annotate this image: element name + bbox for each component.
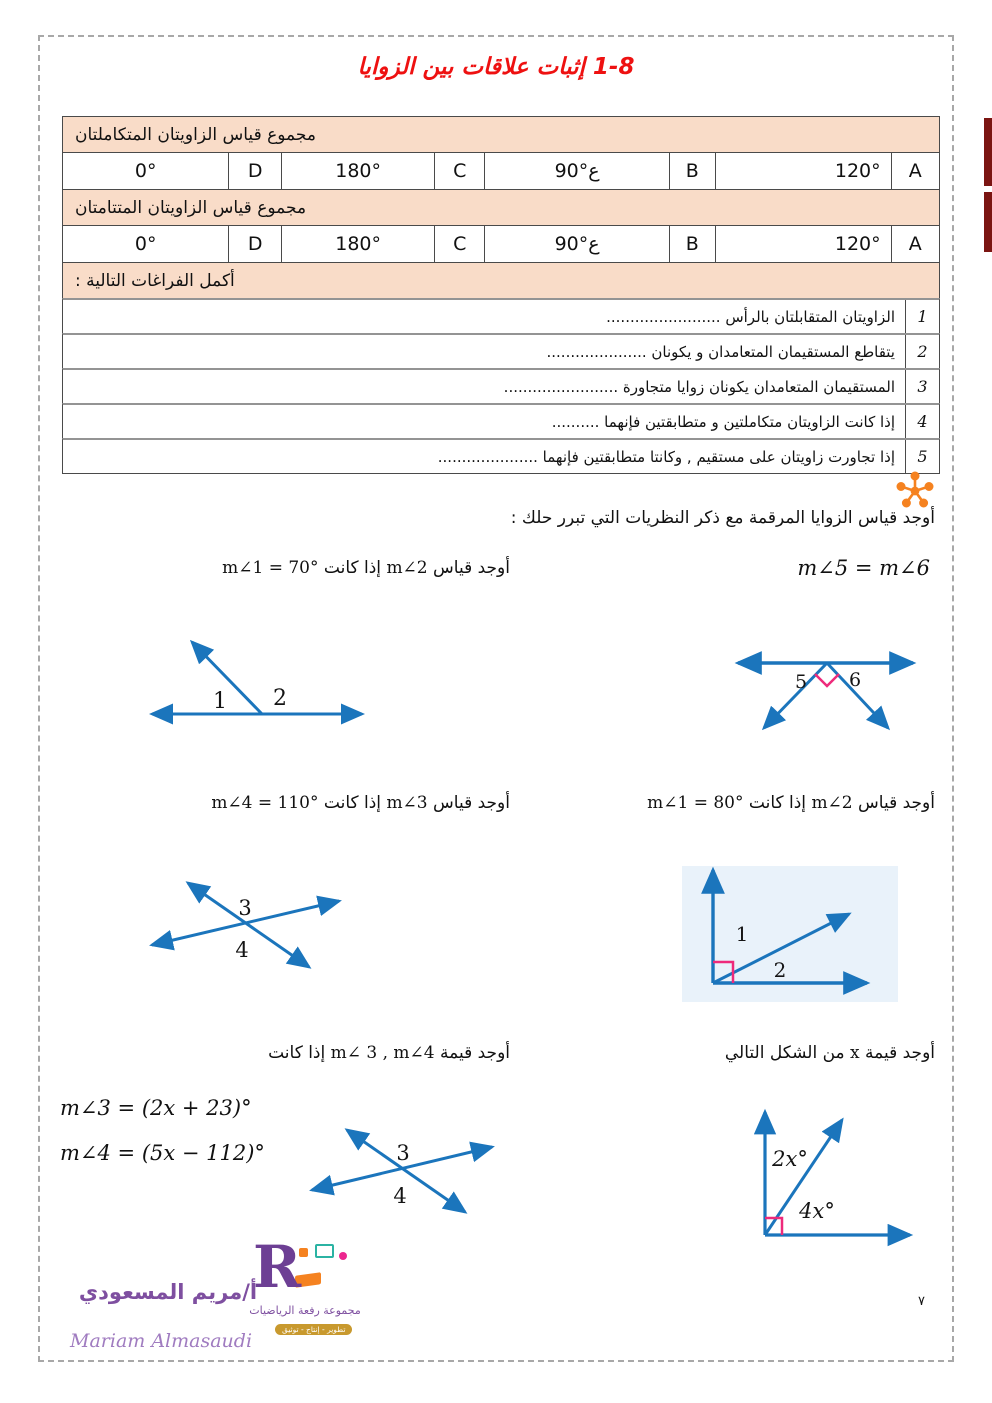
angle-label: 6 [848,669,862,691]
angle-label: 5 [794,671,808,693]
problem-3-left-statement: أوجد قيمة m∠ 3 , m∠4 إذا كانت [268,1043,510,1063]
cell-letter: C [435,153,485,189]
supplementary-row [62,152,940,190]
cell-letter: D [229,153,282,189]
angle-label: 2 [773,958,787,982]
page-title: 1-8 إثبات علاقات بين الزوايا [357,54,635,80]
cell-letter: C [435,226,485,262]
problem-1-right-statement: m∠5 = m∠6 [797,556,930,580]
row-text: إذا تجاورت زاويتان على مستقيم , وكانتا متطابقتين فإنهما ..................... [437,447,895,466]
given-equation-1: m∠3 = (2x + 23)° [60,1096,252,1120]
cell-value: 90°ع [485,153,670,189]
row-number: 2 [905,335,939,368]
angle-label: 4x° [799,1199,835,1223]
cell-value: 0° [63,226,229,262]
right-angle-mark [815,674,839,686]
diagram-angles-5-6 [718,630,942,752]
logo-letter: R [253,1233,302,1301]
cell-value: 180° [282,226,435,262]
problem-2-right-statement: أوجد قياس m∠2 إذا كانت m∠1 = 80° [647,793,935,813]
exercise-instruction: أوجد قياس الزوايا المرقمة مع ذكر النظريات التي تبرر حلك : [510,508,935,528]
diagram-2x-4x [738,1098,943,1250]
logo-caption: مجموعة رفعة الرياضيات [249,1304,361,1317]
fill-blank-row [62,298,940,334]
given-equation-2: m∠4 = (5x − 112)° [60,1141,265,1165]
fill-blanks-header: أكمل الفراغات التالية : [62,262,940,299]
row-number: 1 [905,300,939,333]
fill-blank-row [62,438,940,474]
cell-letter: A [908,160,922,182]
complementary-header: مجموع قياس الزاويتان المتتامتان [62,189,940,226]
scan-edge-strip-bottom [984,192,992,252]
cell-letter: B [670,226,716,262]
cell-value: 90°ع [485,226,670,262]
teacher-name-arabic: أ/مريم المسعودي [78,1280,258,1304]
cell-letter: A [908,233,922,255]
row-number: 3 [905,370,939,403]
diagram-angles-3-4 [143,863,383,993]
cell-letter: D [229,226,282,262]
logo-badge: تطوير - إنتاج - توثيق [275,1324,352,1335]
row-text: إذا كانت الزاويتان متكاملتين و متطابقتين فإنهما .......... [551,412,895,431]
angle-label: 4 [393,1184,407,1208]
page-number: ٧ [918,1294,925,1309]
angle-label: 2 [273,686,287,711]
star-icon [339,1252,347,1260]
angle-label: 3 [396,1141,410,1165]
cell-value: 180° [282,153,435,189]
laptop-icon [315,1244,334,1258]
row-number: 5 [905,440,939,473]
asterisk-bullet-icon [893,468,937,512]
tables-block [62,117,940,474]
row-text: الزاويتان المتقابلتان بالرأس ........................ [606,307,895,326]
angle-label: 4 [235,938,249,962]
scan-edge-strip-top [984,118,992,186]
angle-label: 2x° [772,1147,808,1171]
diagram-angles-1-2 [138,628,376,746]
supplementary-header: مجموع قياس الزاويتان المتكاملتان [62,116,940,153]
row-text: يتقاطع المستقيمان المتعامدان و يكونان ..................... [546,342,895,361]
fill-blank-row [62,333,940,369]
math-group-logo [243,1233,367,1342]
problem-3-right-statement: أوجد قيمة x من الشكل التالي [724,1043,935,1063]
fill-blank-row [62,403,940,439]
row-text: المستقيمان المتعامدان يكونان زوايا متجاورة ........................ [503,377,895,396]
problem-1-left-statement: أوجد قياس m∠2 إذا كانت m∠1 = 70° [222,558,510,578]
diagram-right-angle-1-2 [681,856,909,1006]
cell-value: 120° [716,226,892,262]
cell-value: 120° [716,153,892,189]
cell-letter: B [670,153,716,189]
complementary-row [62,225,940,263]
teacher-name-english: Mariam Almasaudi [70,1330,253,1352]
diagram-angles-3-4-equation [283,1113,548,1238]
fill-blank-row [62,368,940,404]
angle-label: 1 [735,922,749,946]
row-number: 4 [905,405,939,438]
angle-label: 3 [238,896,252,920]
cell-value: 0° [63,153,229,189]
problem-2-left-statement: أوجد قياس m∠3 إذا كانت m∠4 = 110° [211,793,510,813]
angle-label: 1 [213,689,227,714]
